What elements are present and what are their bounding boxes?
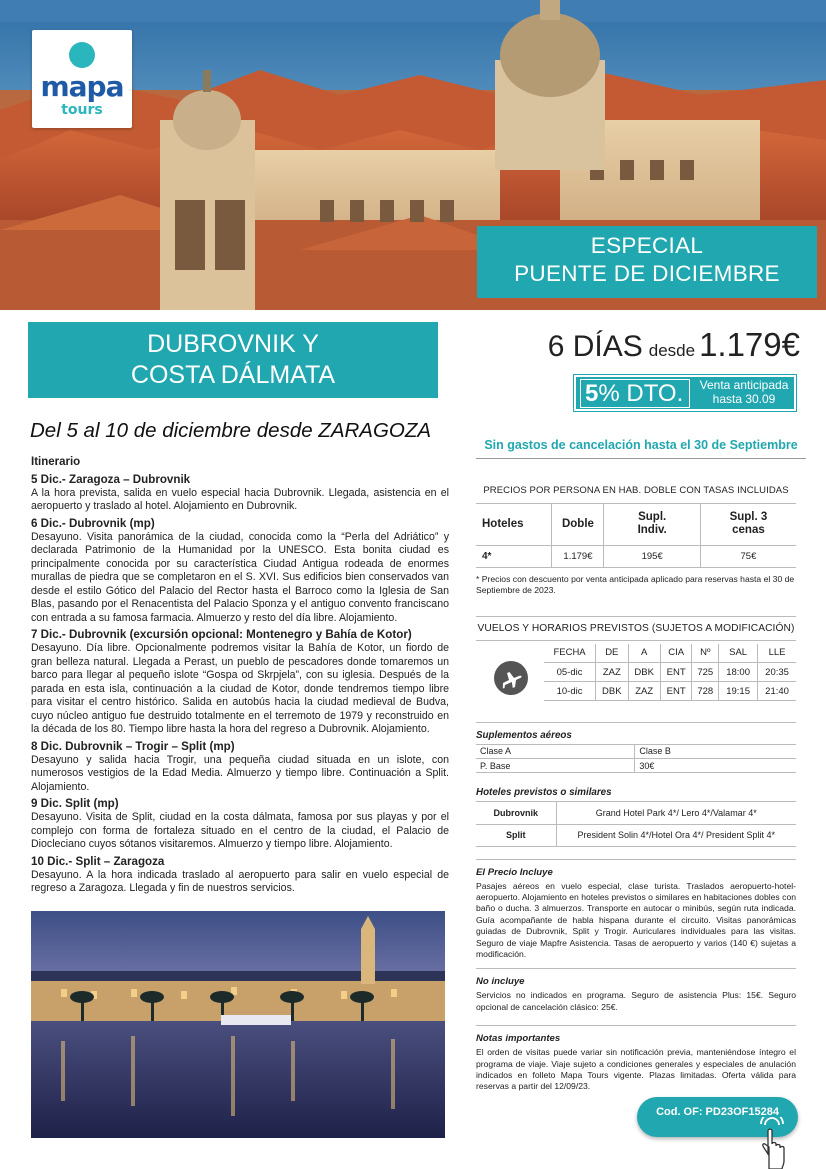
price-amount: 1.179€: [699, 326, 800, 363]
flight-cell: 725: [692, 663, 719, 682]
special-banner: [477, 226, 817, 298]
flight-cell: 05-dic: [544, 663, 596, 682]
split-harbour-illustration: [31, 911, 445, 1138]
trip-days: 6 DÍAS: [547, 330, 643, 363]
notes-text: El orden de visitas puede variar sin notificación previa, manteniéndose íntegro el programa de viaje. Viaje sujeto a condiciones generales y especiales de anulación indicados en folleto Mapa Tours vigente. Plazas limitadas. Oferta válida para reservas a partir del 12/09/23.: [476, 1047, 796, 1092]
day-title: 10 Dic.- Split – Zaragoza: [31, 854, 165, 868]
special-line1: ESPECIAL: [590, 233, 704, 258]
prices-header-row: [476, 504, 796, 545]
table-row: [544, 663, 796, 682]
flight-cell: 19:15: [719, 682, 758, 701]
price-headline: [470, 326, 800, 364]
flights-header: SAL: [719, 644, 758, 663]
air-supplements-table: [476, 745, 796, 774]
table-row: [476, 824, 796, 846]
table-row: [476, 759, 796, 773]
flight-cell: ENT: [660, 682, 692, 701]
flights-header: DE: [596, 644, 628, 663]
flights-section: [476, 641, 796, 723]
flight-cell: 728: [692, 682, 719, 701]
itinerary-day: [31, 855, 449, 896]
flight-cell: ZAZ: [628, 682, 660, 701]
table-row: [476, 802, 796, 824]
includes-text: Pasajes aéreos en vuelo especial, clase turista. Traslados aeropuerto-hotel-aeropuerto. Alojamiento en hoteles previstos o similares en habitaciones dobles con baño o ducha. 3 almuerzos. Transporte en autocar o minibús, según ruta indicada. Guía acompañante de habla hispana durante el circuito. Visitas panorámicas guiadas de Dubrovnik, Split y Trogir. Auriculares individuales para las visitas. Seguro de viaje Mapfre Asistencia. Tasas de aeropuerto y varios (140 €) sujetas a modificación.: [476, 880, 796, 959]
mapa-tours-logo: [32, 30, 132, 128]
no-cancellation-note: Sin gastos de cancelación hasta el 30 de Septiembre: [476, 438, 806, 459]
notes-title: Notas importantes: [476, 1025, 796, 1047]
table-row: [544, 682, 796, 701]
prices-header: Hoteles: [476, 504, 552, 545]
discount-symbol: % DTO.: [598, 380, 684, 407]
day-title: 9 Dic. Split (mp): [31, 797, 119, 810]
prices-title: PRECIOS POR PERSONA EN HAB. DOBLE CON TASAS INCLUIDAS: [476, 485, 796, 504]
supplement-cell: Clase A: [476, 745, 635, 759]
itinerary-heading: Itinerario: [31, 456, 81, 468]
not-included-text: Servicios no indicados en programa. Seguro de asistencia Plus: 15€. Seguro opcional de cancelación clásico: 25€.: [476, 990, 796, 1012]
supplement-cell: Clase B: [635, 745, 796, 759]
prices-footnote: * Precios con descuento por venta anticipada aplicado para reservas hasta el 30 de Septiembre de 2023.: [476, 573, 795, 595]
flight-cell: 18:00: [719, 663, 758, 682]
day-text: Desayuno. Visita panorámica de la ciudad, conocida como la “Perla del Adriático” y declarada Patrimonio de la Humanidad por la UNESCO. Esta bonita ciudad es principalmente conocida por su característica Ciudad Antigua rodeada de enormes murallas de piedra que se completaron en el S. XVI. Sus edificios bien conservados van desde el estilo Gótico del Palacio del Rector hasta el Barroco como la Iglesia de San Blas, pasando por el Renacentista del Palacio Sponza y el antiguo convento franciscano con entrada a su famosa farmacia. Almuerzo y resto del día libre. Alojamiento.: [31, 530, 449, 624]
flight-cell: ENT: [660, 663, 692, 682]
airplane-icon: [494, 661, 528, 695]
hotel-names: President Solin 4*/Hotel Ora 4*/ President Split 4*: [556, 824, 796, 846]
header-supl-indiv: Supl. Indiv.: [637, 511, 667, 537]
hero-image: [0, 0, 826, 310]
includes-title: El Precio Incluye: [476, 859, 796, 881]
hand-pointer-icon: [752, 1117, 792, 1169]
flights-header: LLE: [758, 644, 796, 663]
day-text: A la hora prevista, salida en vuelo especial hacia Dubrovnik. Llegada, asistencia en el aeropuerto y traslado al hotel. Alojamiento en Dubrovnik.: [31, 486, 449, 512]
flights-header: CIA: [660, 644, 692, 663]
hotel-city: Split: [476, 824, 556, 846]
table-row: [476, 745, 796, 759]
discount-badge: [574, 375, 796, 411]
prices-header: Doble: [552, 504, 604, 545]
flight-cell: DBK: [596, 682, 628, 701]
day-title: 5 Dic.- Zaragoza – Dubrovnik: [31, 472, 191, 486]
flights-table: [544, 644, 796, 702]
discount-note-line2: hasta 30.09: [712, 392, 776, 406]
flights-header: Nº: [692, 644, 719, 663]
supplement-cell: P. Base: [476, 759, 635, 773]
discount-note-line1: Venta anticipada: [699, 378, 789, 392]
hotel-names: Grand Hotel Park 4*/ Lero 4*/Valamar 4*: [556, 802, 796, 824]
itinerary-day: [31, 740, 449, 795]
day-title: 6 Dic.- Dubrovnik (mp): [31, 516, 155, 530]
price-cell: 75€: [700, 545, 796, 567]
flights-header: A: [628, 644, 660, 663]
itinerary-day: [31, 517, 449, 626]
day-text: Desayuno. Visita de Split, ciudad en la costa dálmata, famosa por sus playas y por el complejo con forma de fortaleza situado en el centro de la ciudad, el Palacio de Diocleciano cuyos sótanos visitaremos. Almuerzo y tiempo libre. Alojamiento.: [31, 811, 449, 850]
price-cell: 4*: [476, 545, 552, 567]
split-night-photo: [31, 911, 445, 1138]
destination-line2: COSTA DÁLMATA: [130, 361, 336, 389]
logo-tours: tours: [61, 102, 103, 118]
travel-dates: Del 5 al 10 de diciembre desde ZARAGOZA: [30, 419, 432, 442]
hotels-table: [476, 802, 796, 847]
flight-cell: 21:40: [758, 682, 796, 701]
logo-mapa: mapa: [40, 70, 124, 103]
special-line2: PUENTE DE DICIEMBRE: [514, 261, 780, 286]
discount-number: 5: [585, 380, 599, 407]
day-text: Desayuno. Día libre. Opcionalmente podremos visitar la Bahía de Kotor, un fiordo de gran belleza natural. Llegada a Perast, un pueblo de pescadores donde tomaremos un barco para llegar al pequeño islote “Gospa od Skrpjela”, con su iglesia. Después de la parada en esta isla, continuación a la ciudad de Kotor, donde tendremos tiempo libre para visitar el centro histórico. Salida en autobús hacia la ciudad medieval de Budva, cuyo núcleo antiguo fue destruido totalmente en el terremoto de 1979 y reconstruido en la década de los 80. Tiempo libre hasta la hora del regreso a Dubrovnik. Alojamiento.: [31, 642, 449, 735]
air-supplements-title: Suplementos aéreos: [476, 730, 796, 745]
itinerary: [31, 456, 449, 899]
flight-cell: DBK: [628, 663, 660, 682]
day-title: 8 Dic. Dubrovnik – Trogir – Split (mp): [31, 739, 235, 753]
day-text: Desayuno. A la hora indicada traslado al aeropuerto para salir en vuelo especial de regreso a Zaragoza. Llegada y fin de nuestros servicios.: [31, 868, 449, 894]
flight-cell: 20:35: [758, 663, 796, 682]
day-text: Desayuno y salida hacia Trogir, una pequeña ciudad situada en un islote, con numerosos vestigios de la Edad Media. Almuerzo y tiempo libre. Continuación a Split. Alojamiento.: [31, 753, 449, 793]
not-included-title: No incluye: [476, 968, 796, 990]
discount-percent: [580, 379, 690, 408]
itinerary-day: [31, 473, 449, 514]
price-cell: 1.179€: [552, 545, 604, 567]
flight-cell: ZAZ: [596, 663, 628, 682]
prices-header: [700, 504, 796, 545]
itinerary-day: [31, 628, 449, 737]
flight-cell: 10-dic: [544, 682, 596, 701]
flights-header-row: [544, 644, 796, 663]
offer-code-button[interactable]: Cod. OF: PD23OF15284: [637, 1097, 798, 1137]
supplement-cell: 30€: [635, 759, 796, 773]
price-from: desde: [648, 341, 696, 360]
destination-banner: [28, 322, 438, 398]
details-column: [476, 478, 796, 1093]
logo-dot-icon: [69, 42, 95, 68]
prices-table: [476, 504, 796, 568]
day-title: 7 Dic.- Dubrovnik (excursión opcional: Montenegro y Bahía de Kotor): [31, 628, 412, 641]
destination-line1: DUBROVNIK Y: [147, 330, 319, 358]
flights-title: VUELOS Y HORARIOS PREVISTOS (SUJETOS A MODIFICACIÓN): [476, 616, 796, 641]
price-cell: 195€: [604, 545, 700, 567]
discount-note: [692, 378, 796, 406]
itinerary-day: [31, 797, 449, 852]
flights-header: FECHA: [544, 644, 596, 663]
hotel-city: Dubrovnik: [476, 802, 556, 824]
table-row: [476, 545, 796, 567]
hotels-title: Hoteles previstos o similares: [476, 787, 796, 802]
header-supl-cenas: Supl. 3 cenas: [729, 511, 768, 537]
prices-header: [604, 504, 700, 545]
